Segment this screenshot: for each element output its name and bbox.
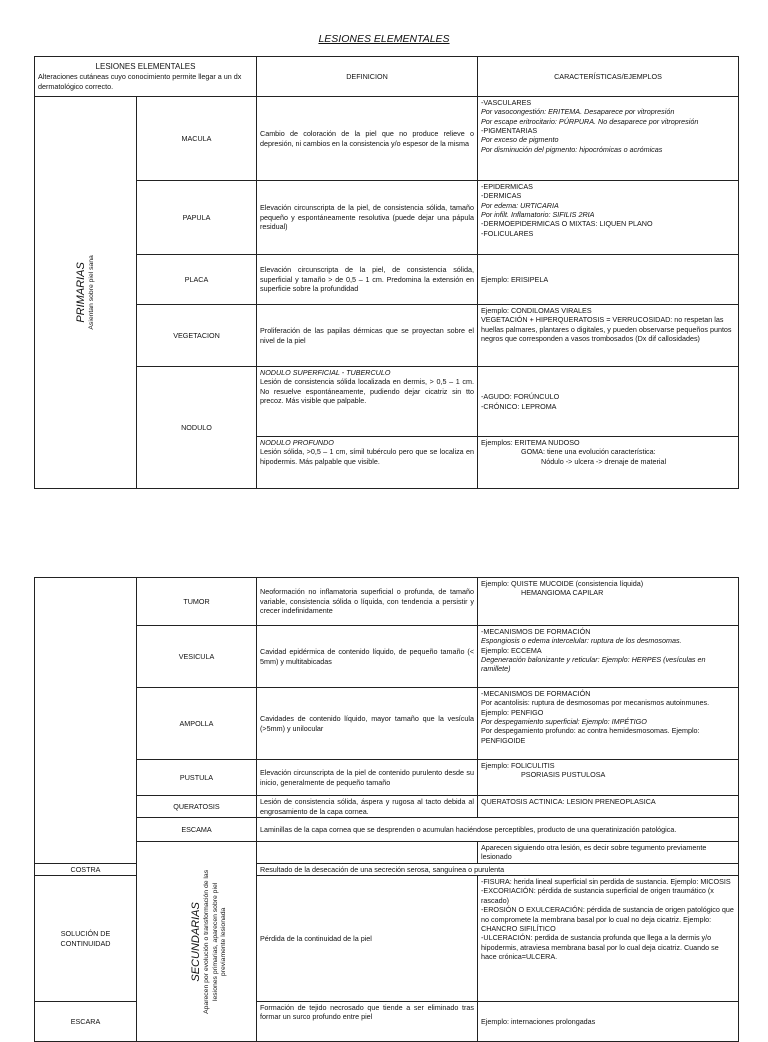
row-ampolla [35, 688, 739, 760]
example-line: Por despegamiento profundo: ac contra hemidesmosomas. Ejemplo: PENFIGOIDE [481, 726, 700, 745]
lesion-examples [478, 626, 739, 688]
secundarias-subtitle: previamente lesionada [220, 907, 228, 976]
example-line: Espongiosis o edema intercelular: ruptura de los desmosomas. [481, 636, 682, 646]
row-escama [35, 818, 739, 842]
lesion-examples [478, 305, 739, 367]
example-line: -AGUDO: FORÚNCULO [481, 392, 560, 402]
lesiones-table-continuacion [34, 577, 739, 1042]
lesion-examples [478, 181, 739, 255]
lesion-examples [478, 97, 739, 181]
example-line: -FOLICULARES [481, 228, 534, 238]
example-line: Ejemplo: CONDILOMAS VIRALES [481, 306, 592, 315]
lesion-definition: Cavidad epidérmica de contenido líquido, de pequeño tamaño (< 5mm) y multitabicadas [257, 626, 478, 688]
table-header-row [35, 57, 739, 97]
example-line: -EPIDERMICAS [481, 182, 533, 191]
header-lesiones-cell [35, 57, 257, 97]
example-line: -DERMICAS [481, 191, 522, 201]
lesion-examples [478, 876, 739, 1002]
row-vegetacion [35, 305, 739, 367]
example-line: Ejemplo: QUISTE MUCOIDE (consistencia líquida) [481, 579, 644, 588]
example-line: Por edema: URTICARIA [481, 200, 559, 210]
lesion-name: PAPULA [137, 181, 257, 255]
lesion-name: MACULA [137, 97, 257, 181]
lesion-examples: Ejemplo: ERISIPELA [478, 255, 739, 305]
secundarias-subtitle: lesiones primarias, aparecen sobre piel [211, 882, 219, 1001]
lesion-examples [478, 437, 739, 489]
lesion-examples [478, 688, 739, 760]
example-line: PSORIASIS PUSTULOSA [521, 770, 606, 780]
lesion-name: ESCAMA [137, 818, 257, 842]
example-line: Ejemplos: ERITEMA NUDOSO [481, 438, 580, 447]
row-pustula [35, 760, 739, 796]
row-macula [35, 97, 739, 181]
lesion-definition: Pérdida de la continuidad de la piel [257, 876, 478, 1002]
example-line: Nódulo -> ulcera -> drenaje de material [541, 456, 667, 466]
lesion-definition: Proliferación de las papilas dérmicas que se proyectan sobre el nivel de la piel [257, 305, 478, 367]
secundarias-intro-text: Aparecen siguiendo otra lesión, es decir sobre tegumento previamente lesionado [478, 842, 739, 864]
lesion-examples: QUERATOSIS ACTINICA: LESION PRENEOPLASICA [478, 796, 739, 818]
lesion-name: VEGETACION [137, 305, 257, 367]
example-line: Por vasocongestión: ERITEMA. Desaparece por vitropresión [481, 107, 675, 117]
subtype-title: NODULO SUPERFICIAL - TUBERCULO [260, 368, 391, 377]
lesion-name: ESCARA [35, 1002, 137, 1042]
lesion-examples [478, 760, 739, 796]
example-line: Por infilt. Inflamatorio: SIFILIS 2RIA [481, 210, 595, 220]
lesion-definition: Formación de tejido necrosado que tiende a ser eliminado tras formar un surco profundo entre piel [257, 1002, 478, 1042]
row-tumor [35, 578, 739, 626]
row-vesicula [35, 626, 739, 688]
example-line: -CRÓNICO: LEPROMA [481, 401, 557, 411]
lesion-definition: Elevación circunscripta de la piel de contenido purulento desde su inicio, generalmente de pequeño tamaño [257, 760, 478, 796]
group-primarias [35, 97, 137, 489]
example-line: -EXCORIACIÓN: pérdida de sustancia superficial de origen traumático (x rascado) [481, 886, 714, 905]
lesion-definition: Neoformación no inflamatoria superficial o profunda, de tamaño variable, consistencia sólida o líquida, con tendencia a persistir y crecer indefinidamente [257, 578, 478, 626]
example-line: -EROSIÓN O EXULCERACIÓN: pérdida de sustancia de origen patológico que no compromete la membrana basal por lo cual no deja cicatriz. Ejemplo: CHANCRO SIFILÍTICO [481, 905, 734, 933]
subtype-title: NODULO PROFUNDO [260, 438, 334, 447]
example-line: Ejemplo: FOLICULITIS [481, 761, 555, 770]
example-line: -MECANISMOS DE FORMACIÓN [481, 689, 591, 698]
lesion-definition: Cavidades de contenido líquido, mayor tamaño que la vesícula (>5mm) y unilocular [257, 688, 478, 760]
example-line: Por exceso de pigmento [481, 135, 559, 145]
example-line: Por acantolisis: ruptura de desmosomas por mecanismos autoinmunes. Ejemplo: PENFIGO [481, 698, 710, 717]
lesion-name: COSTRA [35, 863, 137, 875]
lesion-definition: Lesión de consistencia sólida, áspera y rugosa al tacto debida al engrosamiento de la capa cornea. [257, 796, 478, 818]
row-placa [35, 255, 739, 305]
lesion-definition [257, 437, 478, 489]
lesion-definition: Laminillas de la capa cornea que se desprenden o acumulan haciéndose perceptibles, producto de una queratinización patológica. [257, 818, 739, 842]
group-secundarias [137, 842, 257, 1042]
lesion-name: SOLUCIÓN DE CONTINUIDAD [35, 876, 137, 1002]
example-line: Por despegamiento superficial: Ejemplo: IMPÉTIGO [481, 717, 647, 727]
row-papula [35, 181, 739, 255]
example-line: -PIGMENTARIAS [481, 126, 538, 136]
lesion-name: TUMOR [137, 578, 257, 626]
lesiones-table-primarias [34, 56, 739, 489]
row-nodulo-superficial [35, 367, 739, 437]
primarias-title: PRIMARIAS [75, 262, 88, 323]
row-queratosis [35, 796, 739, 818]
group-primarias-label [74, 255, 97, 329]
subtype-definition: Lesión sólida, >0,5 – 1 cm, símil tubérculo pero que se localiza en hipodermis. Más palpable que visible. [260, 447, 474, 466]
example-line: Ejemplo: ECCEMA [481, 645, 542, 655]
header-caracteristicas: CARACTERÍSTICAS/EJEMPLOS [478, 57, 739, 97]
lesion-examples [478, 367, 739, 437]
lesion-definition: Cambio de coloración de la piel que no produce relieve o depresión, ni cambios en la consistencia y/o espesor de la misma [257, 97, 478, 181]
example-line: VEGETACIÓN + HIPERQUERATOSIS = VERRUCOSIDAD: no respetan las huellas palmares, plantares o digitales, y pueden observarse pequeños puntos negros que corresponden a vasos trombosados (Dx dif callosidades) [481, 315, 732, 344]
document-title: LESIONES ELEMENTALES [318, 33, 450, 45]
lesion-name: PUSTULA [137, 760, 257, 796]
lesion-examples: Ejemplo: internaciones prolongadas [478, 1002, 739, 1042]
header-lesiones-subtitle: Alteraciones cutáneas cuyo conocimiento permite llegar a un dx dermatológico correcto. [38, 72, 242, 91]
example-line: -ULCERACIÓN: perdida de sustancia profunda que llega a la dermis y/o hipodermis, atraviesa membrana basal por lo cual deja cicatriz. Cuando se hace crónica=ULCERA. [481, 933, 719, 961]
example-line: GOMA: tiene una evolución característica: [521, 447, 656, 457]
secundarias-subtitle: Aparecen por evolución o transformación de las [203, 869, 211, 1014]
lesion-definition: Resultado de la desecación de una secreción serosa, sanguínea o purulenta [257, 863, 739, 875]
example-line: HEMANGIOMA CAPILAR [521, 588, 604, 598]
example-line: -DERMOEPIDERMICAS O MIXTAS: LIQUEN PLANO [481, 219, 653, 229]
header-definicion: DEFINICION [257, 57, 478, 97]
lesion-name: QUERATOSIS [137, 796, 257, 818]
lesion-name: VESICULA [137, 626, 257, 688]
lesion-definition: Elevación circunscripta de la piel, de consistencia sólida, tamaño pequeño y espontáneamente resolutiva (puede dejar una pápula residual) [257, 181, 478, 255]
lesion-name: AMPOLLA [137, 688, 257, 760]
example-line: Por disminución del pigmento: hipocrómicas o acrómicas [481, 144, 663, 154]
row-secundarias-intro [35, 842, 739, 864]
secundarias-title: SECUNDARIAS [190, 901, 203, 982]
lesion-definition: Elevación circunscripta de la piel, de consistencia sólida, superficial y tamaño > de 0,5 – 1 cm. Predomina la extensión en superficie sobre la profundidad [257, 255, 478, 305]
group-secundarias-label [189, 870, 229, 1014]
lesion-definition [257, 367, 478, 437]
example-line: -MECANISMOS DE FORMACIÓN [481, 627, 591, 636]
subtype-definition: Lesión de consistencia sólida localizada en dermis, > 0,5 – 1 cm. No resuelve espontáneamente, pudiendo dejar cicatriz sin tto precoz. Más visible que palpable. [260, 377, 474, 406]
primarias-subtitle: Asientan sobre piel sana [88, 255, 96, 330]
group-primarias-continued [35, 578, 137, 864]
example-line: -FISURA: herida lineal superficial sin perdida de sustancia. Ejemplo: MICOSIS [481, 877, 731, 887]
example-line: -VASCULARES [481, 98, 532, 107]
example-line: Degeneración balonizante y reticular: Ejemplo: HERPES (vesículas en ramillete) [481, 655, 706, 674]
lesion-name: NODULO [137, 367, 257, 489]
lesion-examples [478, 578, 739, 626]
example-line: Por escape eritrocitario: PÚRPURA. No desaparece por vitropresión [481, 116, 699, 126]
header-lesiones-title: LESIONES ELEMENTALES [95, 61, 196, 71]
lesion-name: PLACA [137, 255, 257, 305]
